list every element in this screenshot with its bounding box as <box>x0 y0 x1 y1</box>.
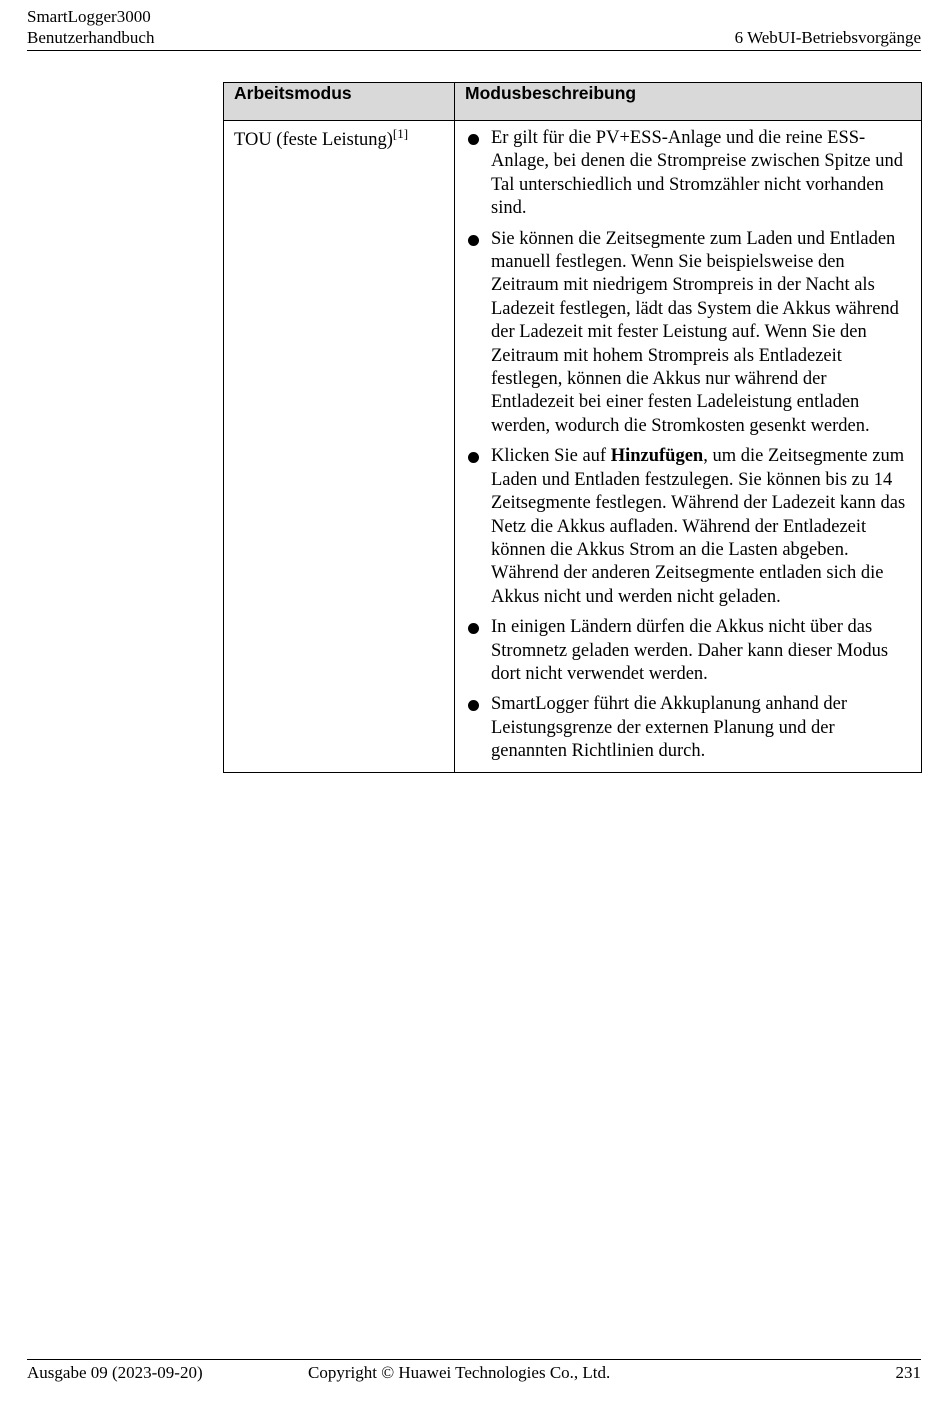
bullet-dot-icon <box>468 134 479 145</box>
page-header <box>27 6 921 51</box>
list-item <box>465 127 913 221</box>
document-type: Benutzerhandbuch <box>27 28 155 47</box>
bullet-text: Sie können die Zeitsegmente zum Laden und Entladen manuell festlegen. Wenn Sie beispielsweise den Zeitraum mit niedrigem Strompreis in der Nacht als Ladezeit festlegen, lädt das System die Akkus während der Ladezeit mit fester Leistung auf. Wenn Sie den Zeitraum mit hohem Strompreis als Entladezeit festlegen, können die Akkus nur während der Entladezeit bei einer festen Ladeleistung entladen werden, wodurch die Stromkosten gesenkt werden. <box>491 228 899 436</box>
bullet-text-pre: Klicken Sie auf <box>491 446 611 467</box>
bullet-dot-icon <box>468 235 479 246</box>
list-item <box>465 693 913 763</box>
chapter-title: 6 WebUI-Betriebsvorgänge <box>734 28 921 47</box>
mode-cell <box>224 121 455 773</box>
add-button-reference: Hinzufügen <box>610 446 704 467</box>
description-list <box>465 127 913 764</box>
bullet-dot-icon <box>468 452 479 463</box>
bullet-dot-icon <box>468 623 479 634</box>
bullet-text-post: , um die Zeitsegmente zum Laden und Entladen festzulegen. Sie können bis zu 14 Zeitsegmente festlegen. Während der Ladezeit kann das Netz die Akkus aufladen. Während der Entladezeit können die Akkus Strom an die Lasten abgeben. Während der anderen Zeitsegmente entladen sich die Akkus nicht und werden nicht geladen. <box>491 446 906 607</box>
footnote-marker: [1] <box>392 125 409 141</box>
table-header-row <box>224 83 922 121</box>
copyright-notice: Copyright © Huawei Technologies Co., Ltd. <box>308 1363 611 1382</box>
column-header-mode: Arbeitsmodus <box>224 83 455 121</box>
description-cell <box>455 121 922 773</box>
working-mode-table <box>223 82 922 773</box>
bullet-dot-icon <box>468 700 479 711</box>
bullet-text: Er gilt für die PV+ESS-Anlage und die reine ESS-Anlage, bei denen die Strompreise zwischen Spitze und Tal unterschiedlich und Stromzähler nicht vorhanden sind. <box>491 128 904 219</box>
header-left <box>27 6 154 48</box>
page-footer <box>27 1359 921 1382</box>
bullet-text: In einigen Ländern dürfen die Akkus nicht über das Stromnetz geladen werden. Daher kann dieser Modus dort nicht verwendet werden. <box>491 617 889 684</box>
column-header-description: Modusbeschreibung <box>455 83 922 121</box>
table-row <box>224 121 922 773</box>
list-item <box>465 445 913 609</box>
bullet-text: SmartLogger führt die Akkuplanung anhand der Leistungsgrenze der externen Planung und der genannten Richtlinien durch. <box>491 694 848 762</box>
product-name: SmartLogger3000 <box>27 7 151 26</box>
mode-name: TOU (feste Leistung) <box>234 130 393 150</box>
list-item <box>465 228 913 439</box>
issue-date: Ausgabe 09 (2023-09-20) <box>27 1363 203 1382</box>
list-item <box>465 616 913 686</box>
page-number: 231 <box>895 1363 921 1382</box>
